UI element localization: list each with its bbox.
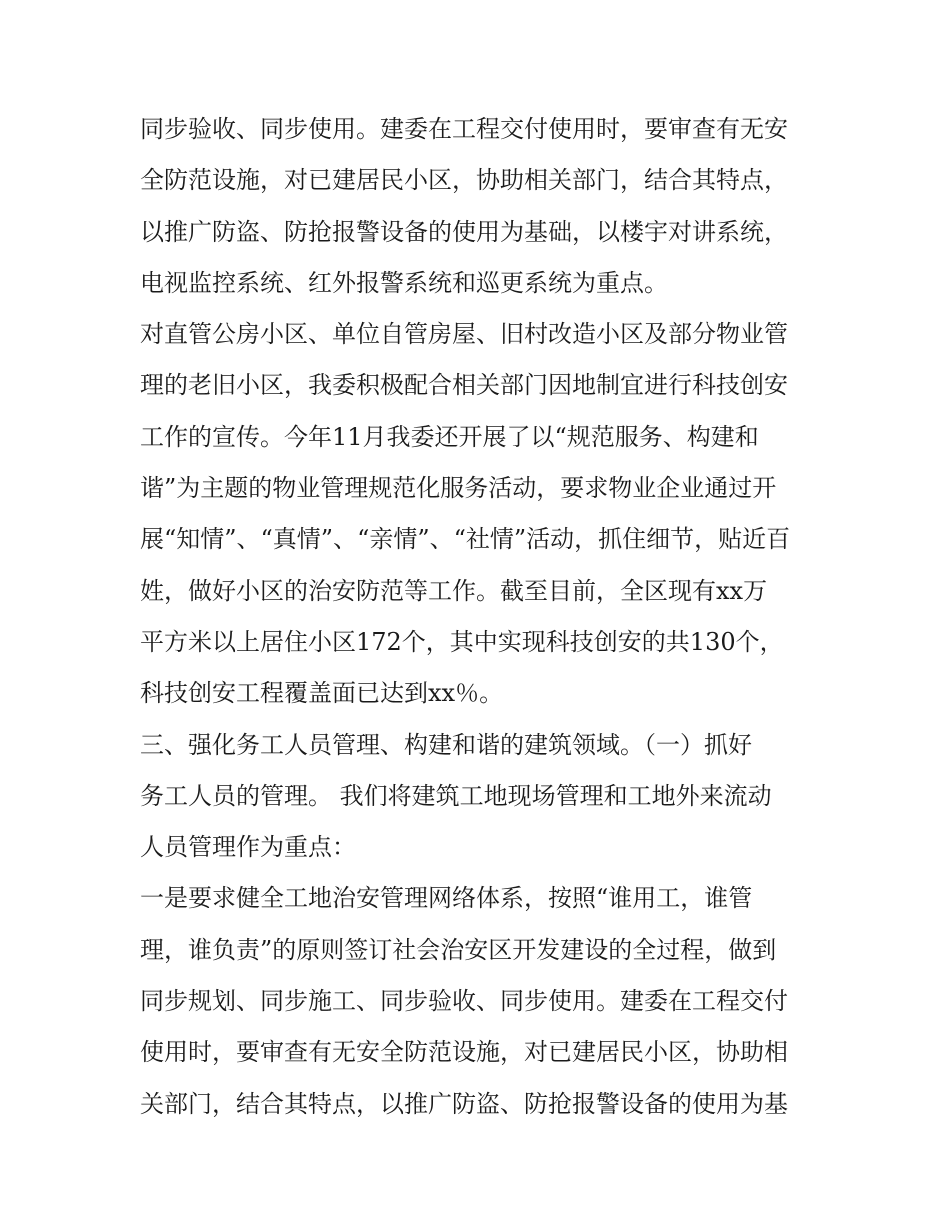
text-line: 务工人员的管理。 我们将建筑工地现场管理和工地外来流动 (140, 781, 772, 810)
text-line: 使用时，要审查有无安全防范设施，对已建居民小区，协助相 (140, 1038, 788, 1067)
text-line: 全防范设施，对已建居民小区，协助相关部门，结合其特点， (140, 166, 788, 195)
text-line: 电视监控系统、红外报警系统和巡更系统为重点。 (140, 268, 668, 297)
text-line: 理，谁负责”的原则签订社会治安区开发建设的全过程，做到 (140, 935, 777, 964)
text-line: 三、强化务工人员管理、构建和谐的建筑领域。（一）抓好 (140, 730, 752, 759)
text-line: 展“知情”、“真情”、“亲情”、“社情”活动，抓住细节，贴近百 (140, 525, 791, 554)
text-line: 以推广防盗、防抢报警设备的使用为基础，以楼宇对讲系统， (140, 217, 788, 246)
text-line: 工作的宣传。今年11月我委还开展了以“规范服务、构建和 (140, 422, 759, 451)
text-line: 人员管理作为重点： (140, 833, 356, 862)
document-body (140, 104, 830, 1130)
text-line: 科技创安工程覆盖面已达到xx％。 (140, 679, 504, 708)
text-line: 平方米以上居住小区172个，其中实现科技创安的共130个， (140, 627, 784, 656)
text-line: 姓，做好小区的治安防范等工作。截至目前，全区现有xx万 (140, 576, 768, 605)
text-line: 理的老旧小区，我委积极配合相关部门因地制宜进行科技创安 (140, 371, 788, 400)
text-line: 对直管公房小区、单位自管房屋、旧村改造小区及部分物业管 (140, 320, 788, 349)
text-line: 关部门，结合其特点，以推广防盗、防抢报警设备的使用为基 (140, 1089, 788, 1118)
text-line: 同步验收、同步使用。建委在工程交付使用时，要审查有无安 (140, 115, 788, 143)
text-line: 同步规划、同步施工、同步验收、同步使用。建委在工程交付 (140, 987, 788, 1016)
text-line: 一是要求健全工地治安管理网络体系，按照“谁用工，谁管 (140, 884, 753, 913)
text-line: 谐”为主题的物业管理规范化服务活动，要求物业企业通过开 (140, 474, 777, 503)
